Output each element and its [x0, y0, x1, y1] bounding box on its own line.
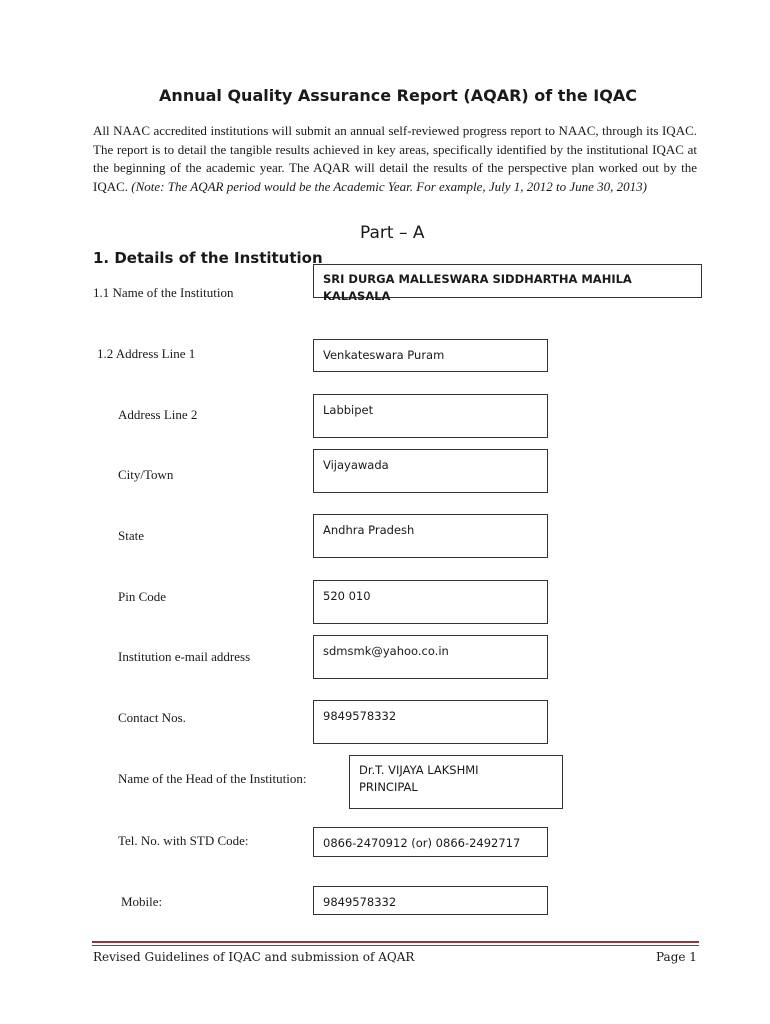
label-pin-code: Pin Code — [118, 589, 167, 604]
document-title: Annual Quality Assurance Report (AQAR) of the IQAC — [159, 86, 637, 105]
field-tel-no[interactable]: 0866-2470912 (or) 0866-2492717 — [313, 827, 548, 857]
field-head-of-institution[interactable] — [349, 755, 563, 809]
field-pin-code[interactable]: 520 010 — [313, 580, 548, 624]
footer-rule-bottom — [92, 945, 699, 946]
label-institution-name: 1.1 Name of the Institution — [93, 285, 234, 300]
label-city: City/Town — [118, 467, 174, 482]
head-designation: PRINCIPAL — [359, 780, 418, 794]
head-name: Dr.T. VIJAYA LAKSHMI — [359, 763, 479, 777]
footer-rule-top — [92, 941, 699, 943]
label-mobile: Mobile: — [121, 894, 163, 909]
label-address-line-2: Address Line 2 — [118, 407, 198, 422]
label-contact-nos: Contact Nos. — [118, 710, 186, 725]
field-email[interactable]: sdmsmk@yahoo.co.in — [313, 635, 548, 679]
part-heading: Part – A — [360, 223, 425, 243]
footer-title: Revised Guidelines of IQAC and submission of AQAR — [93, 950, 415, 964]
label-head-of-institution: Name of the Head of the Institution: — [118, 771, 307, 786]
field-institution-name[interactable]: SRI DURGA MALLESWARA SIDDHARTHA MAHILA KALASALA — [313, 264, 702, 298]
field-mobile[interactable]: 9849578332 — [313, 886, 548, 915]
label-tel-no: Tel. No. with STD Code: — [118, 833, 249, 848]
page-number: Page 1 — [656, 950, 697, 964]
section-heading: 1. Details of the Institution — [93, 249, 323, 267]
intro-paragraph — [93, 122, 697, 196]
field-state[interactable]: Andhra Pradesh — [313, 514, 548, 558]
field-address-line-2[interactable]: Labbipet — [313, 394, 548, 438]
label-state: State — [118, 528, 144, 543]
field-city[interactable]: Vijayawada — [313, 449, 548, 493]
field-address-line-1[interactable]: Venkateswara Puram — [313, 339, 548, 372]
field-contact-nos[interactable]: 9849578332 — [313, 700, 548, 744]
label-address-line-1: 1.2 Address Line 1 — [97, 346, 196, 361]
intro-note: (Note: The AQAR period would be the Academic Year. For example, July 1, 2012 to June 30, 2013) — [131, 178, 647, 194]
intro-text: All NAAC accredited institutions will submit an annual self-reviewed progress report to NAAC, through its IQAC. The report is to detail the tangible results achieved in key areas, specifically identified by the institutional IQAC at the beginning of the academic year. The AQAR will detail the results of the perspective plan worked out by the IQAC. — [93, 123, 697, 194]
label-email: Institution e-mail address — [118, 649, 251, 664]
